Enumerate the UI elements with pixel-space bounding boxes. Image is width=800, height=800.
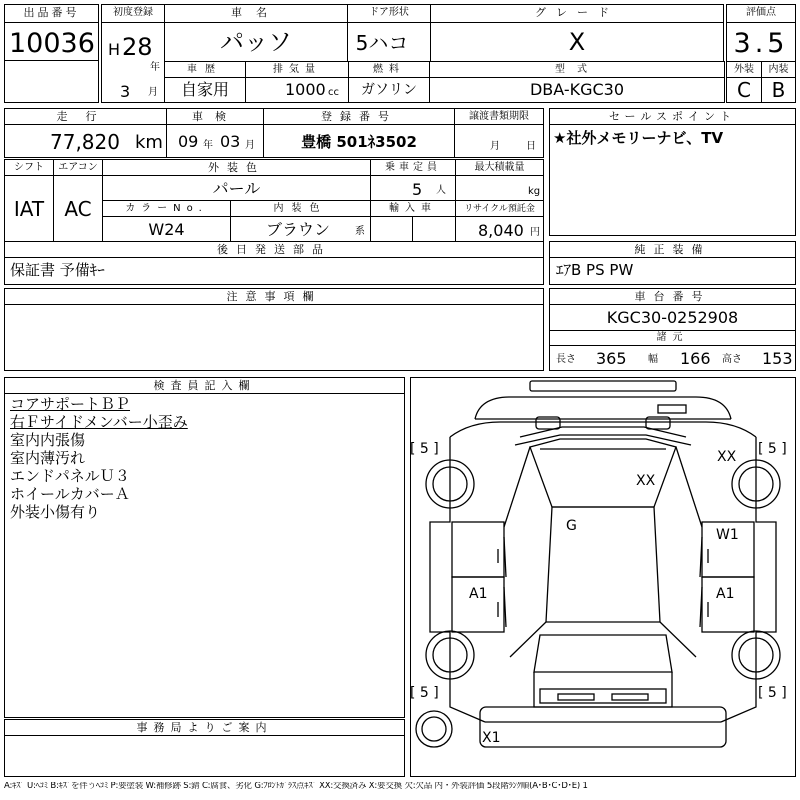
reg-year-unit: 年 [150,62,160,73]
inspector-line: ホイールカバーＡ [10,485,130,503]
plate-number: 豊橋 501ﾈ3502 [301,133,417,151]
height-label: 高さ [722,354,742,365]
history-label: 車歴 [187,64,223,75]
tire-depth-rr: [ 5 ] [758,685,787,701]
equipment: ｴｱB PS PW [556,261,634,279]
score: 3.5 [733,28,789,59]
later-parts: 保証書 予備ｷｰ [10,261,105,279]
width: 166 [680,349,711,368]
sales-point: ★社外メモリーナビ、TV [553,129,724,147]
legend-footer: A:ｷｽﾞ U:ﾍｺﾐ B:ｷｽﾞを伴うﾍｺﾐ P:要塗装 W:補修跡 S:錆 C:腐食、劣化 G:ﾌﾛﾝﾄｶﾞﾗｽ点ｷｽﾞ XX:交換済み X:要交換 欠:欠品 内・外装評価 5段階ﾗﾝｸ順(A･B･C･D･E) 1 [4,782,588,791]
displacement: 1000 [285,80,326,99]
grade-label: グレード [535,6,619,19]
transfer-day-unit: 日 [526,141,536,152]
ac: AC [64,197,92,221]
length-label: 長さ [556,354,576,365]
car-name: パッソ [220,28,292,56]
era: H [108,40,121,59]
interior-color-label: 内装色 [273,203,328,214]
shift-label: シフト [14,162,44,173]
reg-month: 3 [120,82,131,101]
capacity: 5 [412,180,423,199]
damage-mark: A1 [469,586,488,602]
capacity-unit: 人 [436,185,446,196]
damage-mark: X1 [482,730,501,746]
tire-depth-rl: [ 5 ] [410,685,439,701]
caution-label: 注意事項欄 [226,290,322,303]
inspection-month-unit: 月 [245,140,255,151]
inspector-line: エンドパネルＵ３ [10,467,130,485]
model: DBA-KGC30 [529,80,625,99]
exterior-label: 外装 [734,64,754,75]
chassis-number: KGC30-0252908 [606,308,739,327]
model-label: 型式 [555,64,599,75]
transfer-label: 譲渡書類期限 [469,111,529,122]
inspection-label: 車検 [192,110,238,123]
exterior-color-label: 外装色 [208,161,265,174]
lot-number-label: 出品番号 [23,6,80,19]
recycle-label: リサイクル預託金 [464,204,535,214]
recycle: 8,040 [478,221,524,240]
chassis-label: 車台番号 [634,290,711,303]
fuel-label: 燃料 [373,64,405,75]
lot-number: 10036 [9,28,95,59]
transfer-month-unit: 月 [490,141,500,152]
first-reg-label: 初度登録 [113,7,153,18]
inspector-line: 室内薄汚れ [10,449,86,467]
exterior-rating: C [737,78,751,102]
capacity-label: 乗車定員 [385,162,441,173]
max-load-unit: kg [528,186,541,197]
tire-depth-fl: [ 5 ] [410,441,439,457]
damage-mark: XX [717,449,737,465]
later-parts-label: 後日発送部品 [217,243,331,256]
width-label: 幅 [648,354,658,365]
mileage: 77,820 [50,130,120,154]
color-no-label: カラーNo. [125,203,208,214]
displacement-unit: cc [328,87,339,98]
interior-rating: B [771,78,786,102]
tire-depth-fr: [ 5 ] [758,441,787,457]
car-name-label: 車名 [231,6,281,19]
dims-label: 諸元 [656,332,689,343]
inspector-notes [10,395,188,521]
equipment-label: 純正装備 [634,243,711,256]
door-type: 5ハコ [355,31,409,55]
inspector-line: 右Ｆサイドメンバー小歪み [10,413,188,431]
exterior-color: パール [212,179,261,198]
damage-mark: G [566,518,577,534]
length: 365 [596,349,627,368]
mileage-unit: km [135,132,163,153]
interior-color-suffix: 系 [355,226,365,237]
shift: IAT [13,197,45,221]
inspection-year: 09 [178,132,199,151]
reg-year: 28 [122,33,153,61]
inspection-month: 03 [220,132,241,151]
grade: X [568,28,586,56]
max-load-label: 最大積載量 [474,162,525,173]
ac-label: エアコン [58,162,98,173]
interior-color: ブラウン [266,220,331,239]
inspector-label: 検査員記入欄 [153,379,256,392]
damage-mark: A1 [716,586,735,602]
sales-point-cell [549,108,796,236]
inspector-line: 外装小傷有り [10,503,101,521]
interior-label: 内装 [768,64,789,75]
office-label: 事務局よりご案内 [136,721,273,734]
fuel: ガソリン [361,82,417,98]
inspection-year-unit: 年 [203,140,213,151]
displacement-label: 排気量 [273,64,321,75]
inspector-line: コアサポートＢＰ [10,395,131,413]
import-label: 輸入車 [389,203,437,214]
height: 153 [762,349,793,368]
sales-point-label: セールスポイント [608,110,736,123]
recycle-unit: 円 [530,227,540,238]
color-no: W24 [148,220,185,239]
mileage-label: 走行 [56,110,115,123]
history: 自家用 [180,80,229,99]
door-label: ドア形状 [369,7,409,18]
damage-mark: XX [636,473,656,489]
score-label: 評価点 [746,7,776,18]
damage-mark: W1 [716,527,739,543]
inspector-line: 室内内張傷 [10,431,86,449]
car-diagram-drawing [410,377,796,777]
plate-label: 登録番号 [321,110,397,123]
reg-month-unit: 月 [148,87,158,98]
